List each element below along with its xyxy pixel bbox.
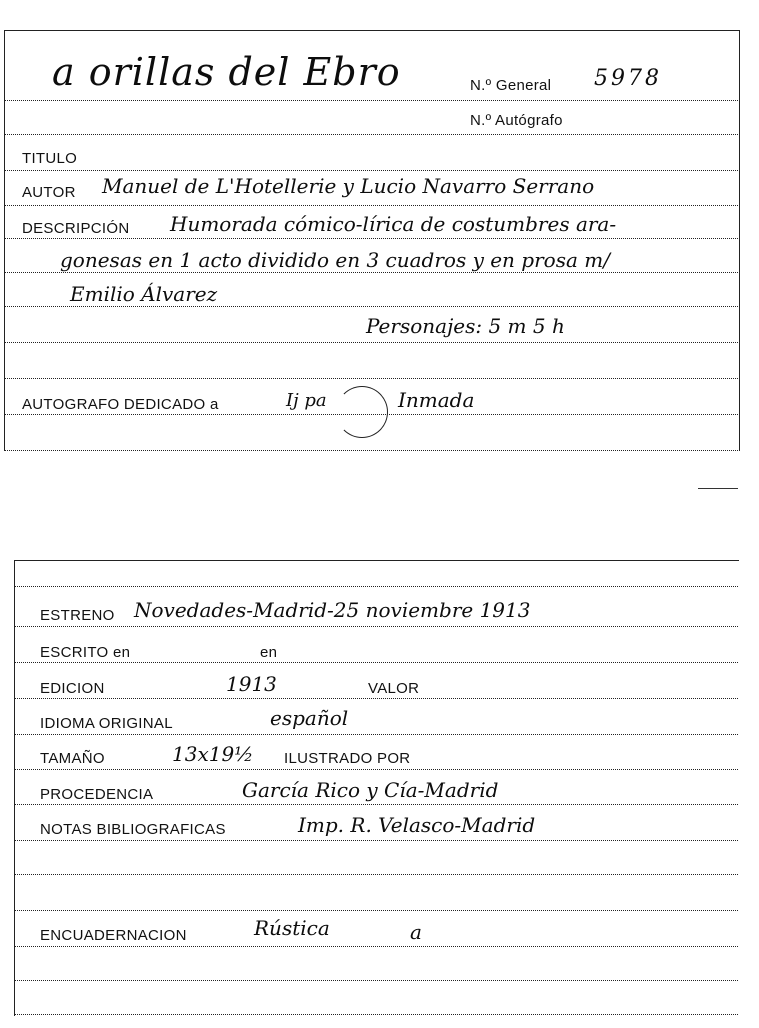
scan-edge-mark [698, 488, 738, 489]
rule [14, 586, 738, 587]
edicion-label: EDICION [40, 680, 105, 697]
autograph-number-label: N.º Autógrafo [470, 112, 563, 129]
autografo-dedicado-label: AUTOGRAFO DEDICADO a [22, 396, 219, 413]
escrito-label: ESCRITO en [40, 644, 131, 661]
rule [4, 450, 738, 451]
encuadernacion-value: Rústica [254, 916, 330, 940]
rule [14, 662, 738, 663]
rule [14, 626, 738, 627]
rule [14, 874, 738, 875]
rule [4, 170, 738, 171]
descripcion-line-3: Emilio Álvarez [70, 282, 218, 306]
rule [14, 946, 738, 947]
escrito-en-label: en [260, 644, 278, 661]
rule [4, 342, 738, 343]
estreno-label: ESTRENO [40, 607, 115, 624]
idioma-original-label: IDIOMA ORIGINAL [40, 715, 173, 732]
rule [14, 734, 738, 735]
descripcion-label: DESCRIPCIÓN [22, 220, 130, 237]
procedencia-label: PROCEDENCIA [40, 786, 154, 803]
notas-bibliograficas-value: Imp. R. Velasco-Madrid [298, 813, 536, 837]
rule [14, 698, 738, 699]
procedencia-value: García Rico y Cía-Madrid [242, 778, 499, 802]
rule [14, 980, 738, 981]
autor-value: Manuel de L'Hotellerie y Lucio Navarro Serrano [102, 174, 595, 198]
notas-bibliograficas-label: NOTAS BIBLIOGRAFICAS [40, 821, 226, 838]
encuadernacion-label: ENCUADERNACION [40, 927, 187, 944]
descripcion-line-2: gonesas en 1 acto dividido en 3 cuadros y en prosa m/ [60, 248, 610, 272]
autor-label: AUTOR [22, 184, 76, 201]
rule [14, 804, 738, 805]
handwritten-title: a orillas del Ebro [52, 50, 401, 94]
rule [4, 100, 738, 101]
general-number-value: 5978 [594, 66, 662, 91]
dedicado-value: Inmada [398, 388, 475, 412]
idioma-original-value: español [270, 706, 349, 730]
dedicado-prefix: Ij pa [286, 390, 327, 411]
general-number-label: N.º General [470, 77, 552, 94]
rule [14, 1014, 738, 1015]
edicion-value: 1913 [226, 672, 277, 696]
estreno-value: Novedades-Madrid-25 noviembre 1913 [134, 598, 531, 622]
rule [4, 272, 738, 273]
ink-stamp-mark [336, 386, 388, 438]
personajes-note: Personajes: 5 m 5 h [366, 314, 565, 338]
rule [14, 840, 738, 841]
rule [4, 205, 738, 206]
descripcion-line-1: Humorada cómico-lírica de costumbres ara- [170, 212, 617, 236]
ilustrado-por-label: ILUSTRADO POR [284, 750, 411, 767]
titulo-label: TITULO [22, 150, 78, 167]
rule [14, 769, 738, 770]
rule [4, 378, 738, 379]
rule [4, 134, 738, 135]
rule [4, 238, 738, 239]
rule [4, 414, 738, 415]
rule [14, 910, 738, 911]
rule [4, 306, 738, 307]
encuadernacion-suffix: a [410, 920, 422, 944]
tamano-value: 13x19½ [172, 742, 254, 766]
valor-label: VALOR [368, 680, 420, 697]
tamano-label: TAMAÑO [40, 750, 105, 767]
